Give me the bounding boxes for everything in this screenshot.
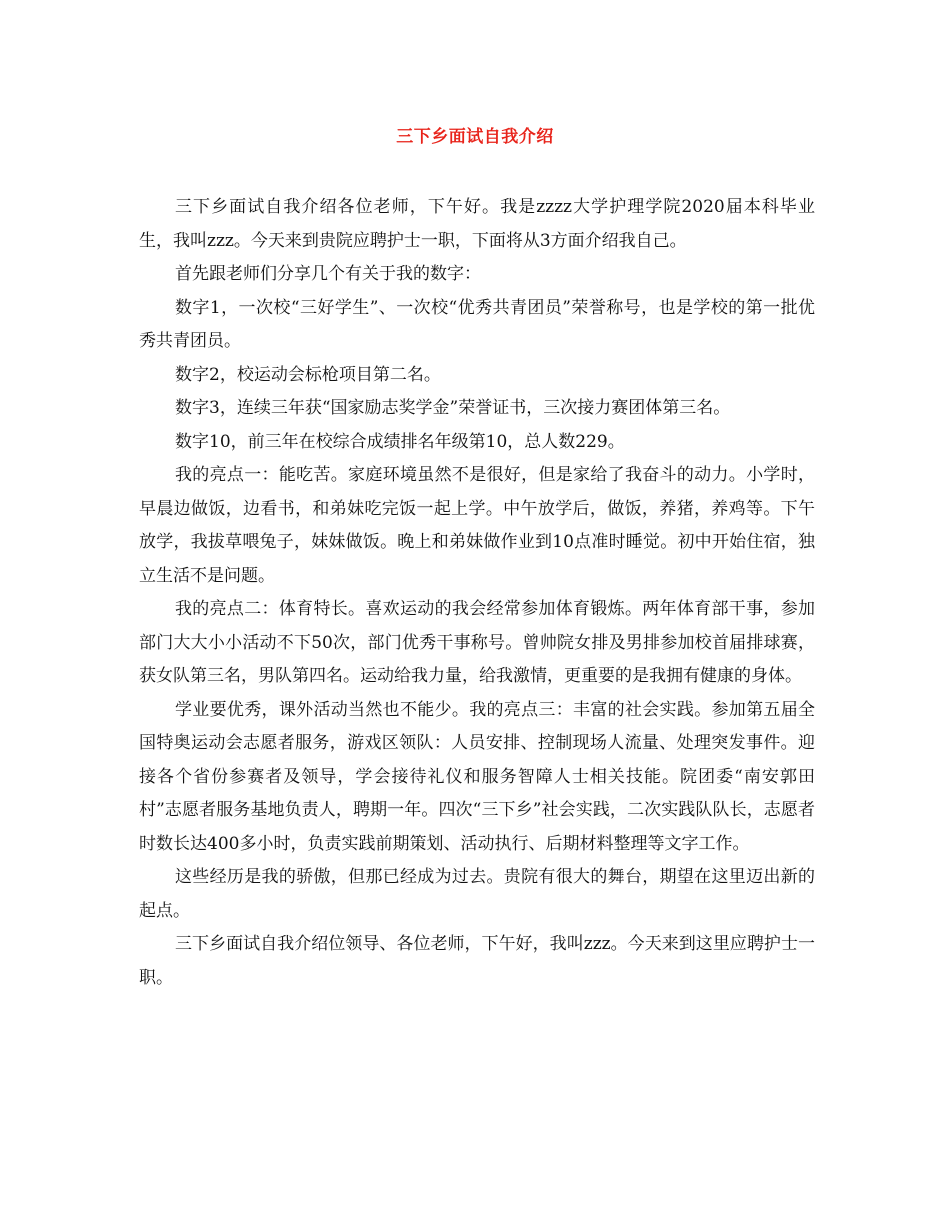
paragraph-intro: 三下乡面试自我介绍各位老师，下午好。我是zzzz大学护理学院2020届本科毕业生，我叫zzz。今天来到贵院应聘护士一职，下面将从3方面介绍我自己。 — [139, 197, 815, 251]
document-title: 三下乡面试自我介绍 — [396, 127, 554, 147]
paragraph-highlight-2: 我的亮点二：体育特长。喜欢运动的我会经常参加体育锻炼。两年体育部干事，参加部门大大小小活动不下50次，部门优秀干事称号。曾帅院女排及男排参加校首届排球赛，获女队第三名，男队第四名。运动给我力量，给我激情，更重要的是我拥有健康的身体。 — [139, 599, 815, 686]
paragraph-closing: 三下乡面试自我介绍位领导、各位老师，下午好，我叫zzz。今天来到这里应聘护士一职。 — [139, 934, 815, 988]
paragraph-reflection: 这些经历是我的骄傲，但那已经成为过去。贵院有很大的舞台，期望在这里迈出新的起点。 — [139, 867, 815, 921]
paragraph-highlight-1: 我的亮点一：能吃苦。家庭环境虽然不是很好，但是家给了我奋斗的动力。小学时，早晨边做饭，边看书，和弟妹吃完饭一起上学。中午放学后，做饭，养猪，养鸡等。下午放学，我拔草喂兔子，妹妹做饭。晚上和弟妹做作业到10点准时睡觉。初中开始住宿，独立生活不是问题。 — [139, 465, 815, 586]
paragraph-number-1: 数字1，一次校“三好学生”、一次校“优秀共青团员”荣誉称号，也是学校的第一批优秀共青团员。 — [139, 297, 815, 351]
paragraph-number-2: 数字2，校运动会标枪项目第二名。 — [175, 364, 441, 385]
paragraph-number-10: 数字10，前三年在校综合成绩排名年级第10，总人数229。 — [175, 431, 625, 452]
paragraph-highlight-3: 学业要优秀，课外活动当然也不能少。我的亮点三：丰富的社会实践。参加第五届全国特奥运动会志愿者服务，游戏区领队：人员安排、控制现场人流量、处理突发事件。迎接各个省份参赛者及领导，学会接待礼仪和服务智障人士相关技能。院团委“南安郭田村”志愿者服务基地负责人，聘期一年。四次“三下乡”社会实践，二次实践队队长，志愿者时数长达400多小时，负责实践前期策划、活动执行、后期材料整理等文字工作。 — [139, 699, 815, 854]
paragraph-numbers-lead: 首先跟老师们分享几个有关于我的数字： — [175, 264, 481, 284]
document-body — [139, 191, 815, 995]
paragraph-number-3: 数字3，连续三年获“国家励志奖学金”荣誉证书，三次接力赛团体第三名。 — [175, 398, 731, 418]
